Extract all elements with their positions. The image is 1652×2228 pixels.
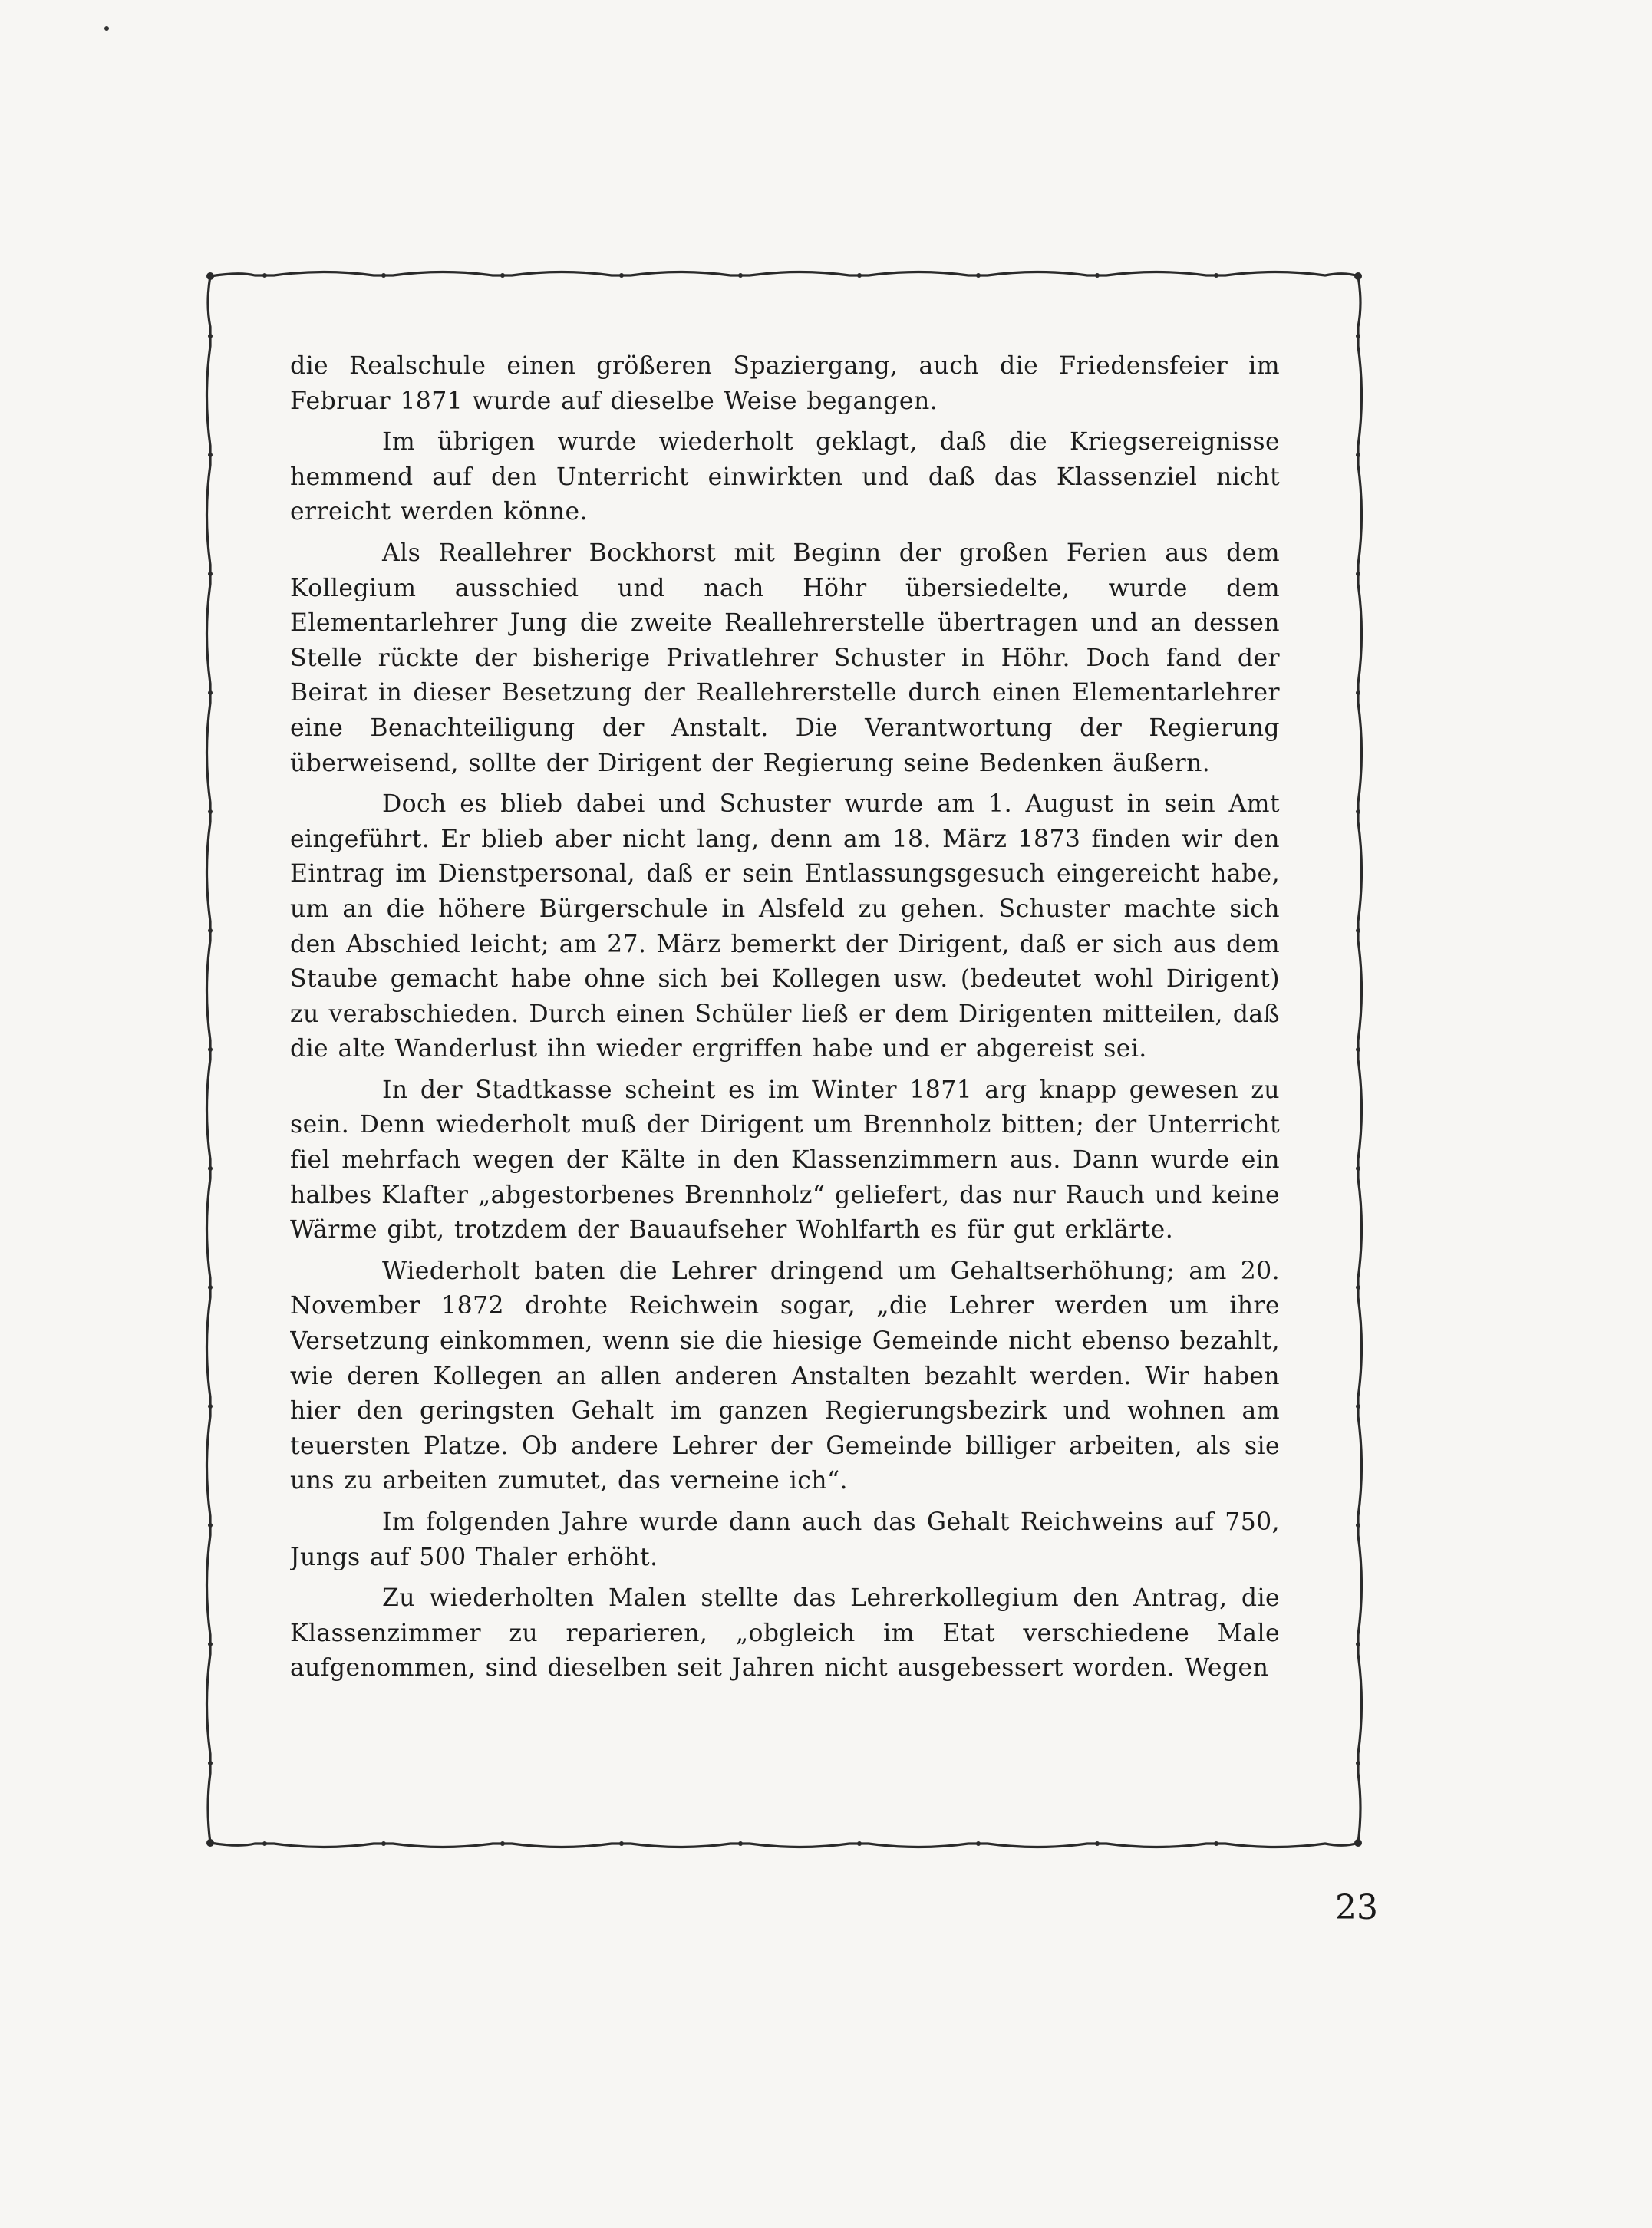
paragraph-schuster: Doch es blieb dabei und Schuster wurde am 1. August in sein Amt eingeführt. Er blieb aber nicht lang, denn am 18. März 1873 finden wir den Eintrag im Dienstpersonal, daß er sein Entlassungsgesuch eingereicht habe, um an die höhere Bürgerschule in Alsfeld zu gehen. Schuster machte sich den Abschied leicht; am 27. März bemerkt der Dirigent, daß er sich aus dem Staube gemacht habe ohne sich bei Kollegen usw. (bedeutet wohl Dirigent) zu verabschieden. Durch einen Schüler ließ er dem Dirigenten mitteilen, daß die alte Wanderlust ihn wieder ergriffen habe und er abgereist sei. bbox=[290, 790, 1280, 1063]
page-body-text bbox=[290, 349, 1280, 1791]
page-number: 23 bbox=[1335, 1888, 1378, 1927]
print-speck bbox=[104, 26, 109, 31]
paragraph-folgendes-jahr: Im folgenden Jahre wurde dann auch das Gehalt Reichweins auf 750, Jungs auf 500 Thaler erhöht. bbox=[290, 1508, 1280, 1571]
paragraph-klassenzimmer: Zu wiederholten Malen stellte das Lehrerkollegium den Antrag, die Klassenzimmer zu reparieren, „obgleich im Etat verschiedene Male aufgenommen, sind dieselben seit Jahren nicht ausgebessert worden. Wegen bbox=[290, 1584, 1280, 1683]
paragraph-war-events: Im übrigen wurde wiederholt geklagt, daß die Kriegsereignisse hemmend auf den Unterricht einwirkten und daß das Klassenziel nicht erreicht werden könne. bbox=[290, 428, 1280, 526]
paragraph-gehaltserhoehung: Wiederholt baten die Lehrer dringend um Gehaltserhöhung; am 20. November 1872 drohte Reichwein sogar, „die Lehrer werden um ihre Versetzung einkommen, wenn sie die hiesige Gemeinde nicht ebenso bezahlt, wie deren Kollegen an allen anderen Anstalten bezahlt werden. Wir haben hier den geringsten Gehalt im ganzen Regierungsbezirk und wohnen am teuersten Platze. Ob andere Lehrer der Gemeinde billiger arbeiten, als sie uns zu arbeiten zumutet, das verneine ich“. bbox=[290, 1257, 1280, 1495]
paragraph-bockhorst: Als Reallehrer Bockhorst mit Beginn der großen Ferien aus dem Kollegium ausschied und nach Höhr übersiedelte, wurde dem Elementarlehrer Jung die zweite Reallehrerstelle übertragen und an dessen Stelle rückte der bisherige Privatlehrer Schuster in Höhr. Doch fand der Beirat in dieser Besetzung der Reallehrerstelle durch einen Elementarlehrer eine Benachteiligung der Anstalt. Die Verantwortung der Regierung überweisend, sollte der Dirigent der Regierung seine Bedenken äußern. bbox=[290, 539, 1280, 777]
paragraph-stadtkasse: In der Stadtkasse scheint es im Winter 1871 arg knapp gewesen zu sein. Denn wiederholt muß der Dirigent um Brennholz bitten; der Unterricht fiel mehrfach wegen der Kälte in den Klassenzimmern aus. Dann wurde ein halbes Klafter „abgestorbenes Brennholz“ geliefert, das nur Rauch und keine Wärme gibt, trotzdem der Bauaufseher Wohlfarth es für gut erklärte. bbox=[290, 1076, 1280, 1244]
paragraph-continuation: die Realschule einen größeren Spaziergang, auch die Friedensfeier im Februar 1871 wurde auf dieselbe Weise begangen. bbox=[290, 352, 1280, 415]
